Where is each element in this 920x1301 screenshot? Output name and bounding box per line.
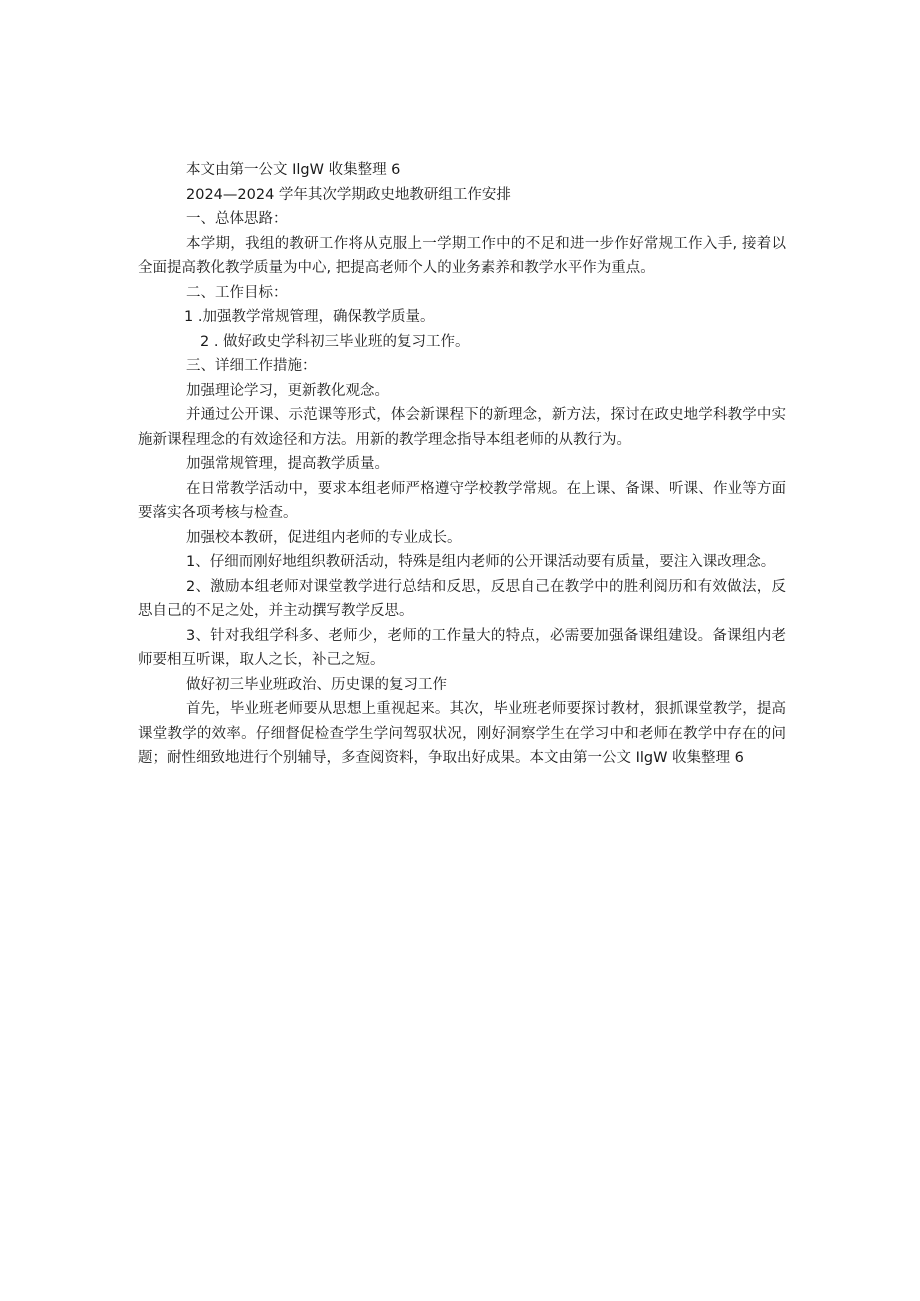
- section3-heading: 三、详细工作措施：: [186, 358, 317, 374]
- measure2-title: 加强常规管理，提高教学质量。: [186, 456, 389, 472]
- document-title: 2024—2024 学年其次学期政史地教研组工作安排: [186, 186, 511, 203]
- header-note: 本文由第一公文 IlgW 收集整理 6: [186, 162, 401, 178]
- measure4-title: 做好初三毕业班政治、历史课的复习工作: [186, 676, 447, 693]
- measure3-item-2: 2、激励本组老师对课堂教学进行总结和反思，反思自己在教学中的胜利阅历和有效做法，反思自己的不足之处，并主动撰写教学反思。: [138, 578, 786, 619]
- measure3-title: 加强校本教研，促进组内老师的专业成长。: [186, 529, 462, 546]
- measure2-text: 在日常教学活动中，要求本组老师严格遵守学校教学常规。在上课、备课、听课、作业等方面要落实各项考核与检查。: [138, 480, 786, 521]
- measure1-text: 并通过公开课、示范课等形式，体会新课程下的新理念，新方法，探讨在政史地学科教学中实施新课程理念的有效途径和方法。用新的教学理念指导本组老师的从教行为。: [138, 407, 786, 448]
- goal-item-1: 1 .加强教学常规管理，确保教学质量。: [184, 309, 435, 325]
- document-body: [138, 158, 786, 771]
- section1-heading: 一、总体思路：: [186, 211, 288, 227]
- section2-heading: 二、工作目标：: [186, 284, 288, 301]
- measure3-item-1: 1、仔细而刚好地组织教研活动，特殊是组内老师的公开课活动要有质量，要注入课改理念。: [186, 554, 776, 570]
- goal-item-2: 2 . 做好政史学科初三毕业班的复习工作。: [200, 333, 470, 350]
- measure3-item-3: 3、针对我组学科多、老师少，老师的工作量大的特点，必需要加强备课组建设。备课组内老师要相互听课，取人之长，补己之短。: [138, 627, 786, 668]
- measure4-text: 首先，毕业班老师要从思想上重视起来。其次，毕业班老师要探讨教材，狠抓课堂教学，提高课堂教学的效率。仔细督促检查学生学问驾驭状况，刚好洞察学生在学习中和老师在教学中存在的问题；耐性细致地进行个别辅导，多查阅资料，争取出好成果。本文由第一公文 IlgW 收集整理 6: [138, 701, 786, 766]
- section1-text: 本学期，我组的教研工作将从克服上一学期工作中的不足和进一步作好常规工作入手, 接着以全面提高教化教学质量为中心, 把提高老师个人的业务素养和教学水平作为重点。: [138, 235, 786, 276]
- measure1-title: 加强理论学习，更新教化观念。: [186, 382, 389, 399]
